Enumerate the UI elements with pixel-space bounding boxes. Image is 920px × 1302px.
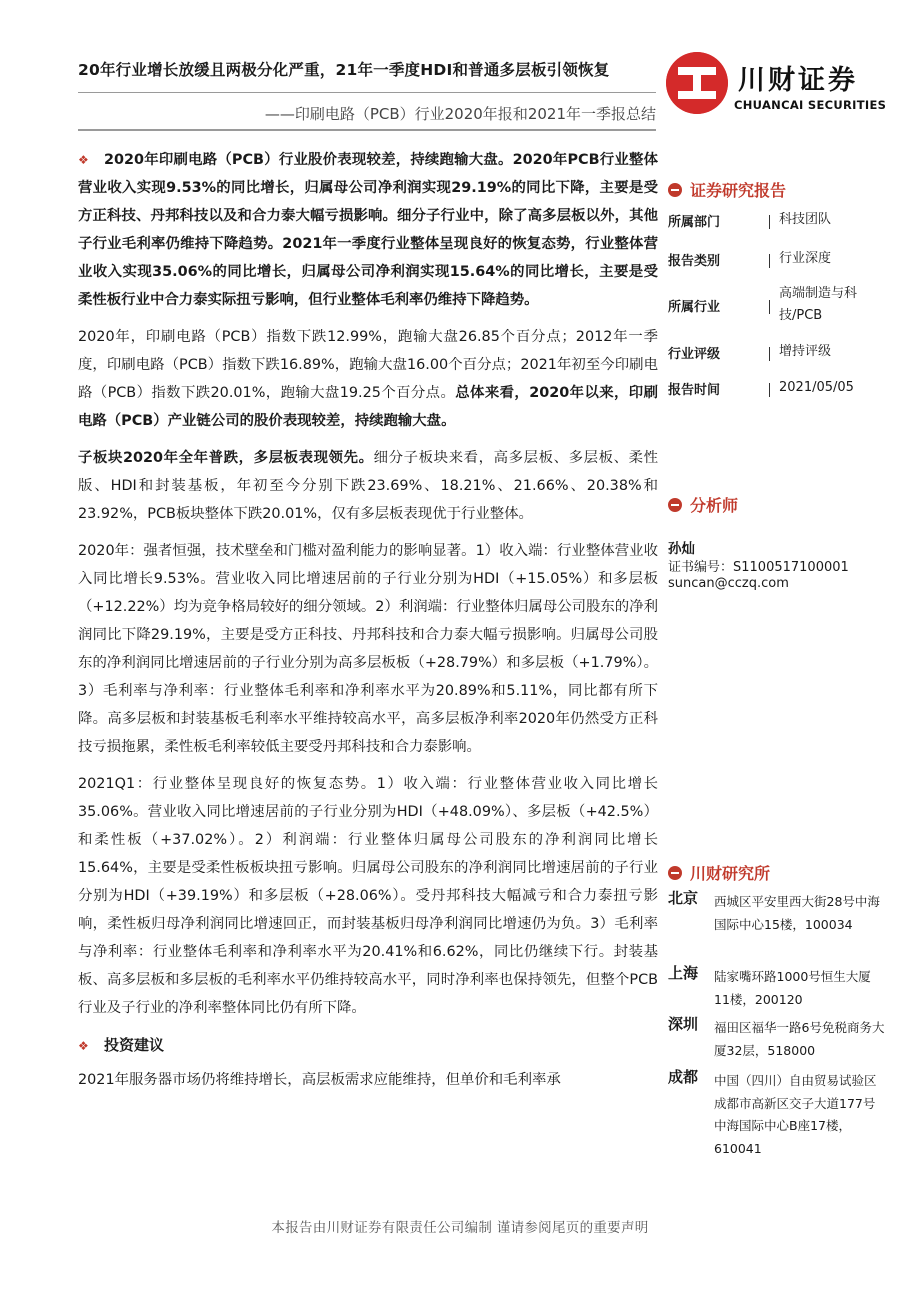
company-logo (666, 52, 887, 116)
info-label: 报告类别 (668, 254, 721, 269)
investment-advice-paragraph: 2021年服务器市场仍将维持增长，高层板需求应能维持，但单价和毛利率承 (78, 1072, 561, 1088)
info-label: 所属部门 (668, 215, 721, 230)
summary-paragraph: ❖ 2020年印刷电路（PCB）行业股价表现较差，持续跑输大盘。2020年PCB行业整体营业收入实现9.53%的同比增长，归属母公司净利润实现29.19%的同比下降，主要是受方正科技、丹邦科技以及和合力泰大幅亏损影响。细分子行业中，除了高多层板以外，其他子行业毛利率仍维持下降趋势。2021年一季度行业整体呈现良好的恢复态势，行业整体营业收入实现35.06%的同比增长，归属母公司净利润实现15.64%的同比增长，主要是受柔性板行业中合力泰实际扭亏影响，但行业整体毛利率仍维持下降趋势。 (78, 146, 658, 314)
analyst-certificate: 证书编号：S1100517100001 (668, 560, 849, 575)
info-value: 行业深度 (779, 251, 832, 266)
office-city: 深圳 (668, 1015, 699, 1033)
page-footer-disclaimer: 本报告由川财证券有限责任公司编制 谨请参阅尾页的重要声明 (271, 1220, 649, 1236)
report-subtitle: ——印刷电路（PCB）行业2020年报和2021年一季报总结 (264, 105, 656, 123)
institute-heading: 川财研究所 (668, 861, 770, 884)
info-divider (769, 215, 770, 229)
info-label: 报告时间 (668, 383, 721, 398)
office-city: 成都 (668, 1068, 699, 1086)
section-marker-icon (668, 498, 682, 512)
annual-2020-paragraph: 2020年：强者恒强，技术壁垒和门槛对盈利能力的影响显著。1）收入端：行业整体营业收入同比增长9.53%。营业收入同比增速居前的子行业分别为HDI（+15.05%）和多层板（+12.22%）均为竞争格局较好的细分领域。2）利润端：行业整体归属母公司股东的净利润同比下降29.19%，主要是受方正科技、丹邦科技和合力泰大幅亏损影响。归属母公司股东的净利润同比增速居前的子行业分别为高多层板板（+28.79%）和多层板（+1.79%）。3）毛利率与净利率：行业整体毛利率和净利率水平为20.89%和5.11%，同比都有所下降。高多层板和封装基板毛利率水平维持较高水平，高多层板净利率2020年仍然受方正科技亏损拖累，柔性板毛利率较低主要受丹邦科技和合力泰影响。 (78, 543, 658, 755)
office-address: 西城区平安里西大街28号中海国际中心15楼，100034 (714, 894, 880, 932)
info-divider (769, 300, 770, 314)
sub-sector-paragraph: 子板块2020年全年普跌，多层板表现领先。细分子板块来看，高多层板、多层板、柔性版、HDI和封装基板，年初至今分别下跌23.69%、18.21%、21.66%、20.38%和23.92%，PCB板块整体下跌20.01%，仅有多层板表现优于行业整体。 (78, 450, 658, 522)
logo-english-name: CHUANCAI SECURITIES (734, 98, 887, 112)
diamond-bullet-icon: ❖ (78, 153, 89, 167)
office-city: 北京 (668, 889, 699, 907)
office-address: 陆家嘴环路1000号恒生大厦11楼，200120 (714, 969, 871, 1007)
info-value: 高端制造与科技/PCB (779, 286, 858, 323)
logo-chinese-name: 川财证券 (738, 65, 858, 96)
securities-report-heading: 证券研究报告 (668, 178, 786, 201)
section-marker-icon (668, 866, 682, 880)
info-label: 行业评级 (668, 347, 721, 362)
header-divider-bottom (78, 129, 656, 131)
q1-2021-paragraph: 2021Q1：行业整体呈现良好的恢复态势。1）收入端：行业整体营业收入同比增长35.06%。营业收入同比增速居前的子行业分别为HDI（+48.09%）、多层板（+42.5%）和柔性板（+37.02%）。2）利润端：行业整体归属母公司股东的净利润同比增长15.64%，主要是受柔性板板块扭亏影响。归属母公司股东的净利润同比增速居前的子行业分别为HDI（+39.19%）和多层板（+28.06%）。受丹邦科技大幅减亏和合力泰扭亏影响，柔性板归母净利润同比增速回正，而封装基板归母净利润同比增速仍为负。3）毛利率与净利率：行业整体毛利率和净利率水平为20.41%和6.62%，同比仍继续下行。封装基板、高多层板和多层板的毛利率水平仍维持较高水平，同时净利率也保持领先，但整个PCB行业及子行业的净利率整体同比仍有所下降。 (78, 776, 658, 1016)
main-content (78, 146, 658, 1103)
info-label: 所属行业 (668, 300, 721, 315)
analyst-name: 孙灿 (668, 541, 695, 557)
office-city: 上海 (668, 964, 699, 982)
chuancai-logo-icon (666, 52, 728, 114)
info-value: 2021/05/05 (779, 380, 854, 395)
index-performance-paragraph: 2020年，印刷电路（PCB）指数下跌12.99%，跑输大盘26.85个百分点；2012年一季度，印刷电路（PCB）指数下跌16.89%，跑输大盘16.00个百分点；2021年初至今印刷电路（PCB）指数下跌20.01%，跑输大盘19.25个百分点。总体来看，2020年以来，印刷电路（PCB）产业链公司的股价表现较差，持续跑输大盘。 (78, 329, 658, 429)
investment-advice-heading: ❖ 投资建议 (78, 1031, 658, 1060)
report-title: 20年行业增长放缓且两极分化严重，21年一季度HDI和普通多层板引领恢复 (78, 61, 610, 79)
office-address: 中国（四川）自由贸易试验区成都市高新区交子大道177号中海国际中心B座17楼，610041 (714, 1073, 877, 1156)
section-marker-icon (668, 183, 682, 197)
analyst-email[interactable]: suncan@cczq.com (668, 576, 789, 591)
office-address: 福田区福华一路6号免税商务大厦32层，518000 (714, 1020, 885, 1058)
info-divider (769, 254, 770, 268)
header-divider (78, 92, 656, 93)
info-value: 增持评级 (779, 344, 832, 359)
analyst-heading: 分析师 (668, 493, 738, 516)
info-divider (769, 383, 770, 397)
diamond-bullet-icon: ❖ (78, 1039, 89, 1053)
info-divider (769, 347, 770, 361)
info-value: 科技团队 (779, 212, 832, 227)
